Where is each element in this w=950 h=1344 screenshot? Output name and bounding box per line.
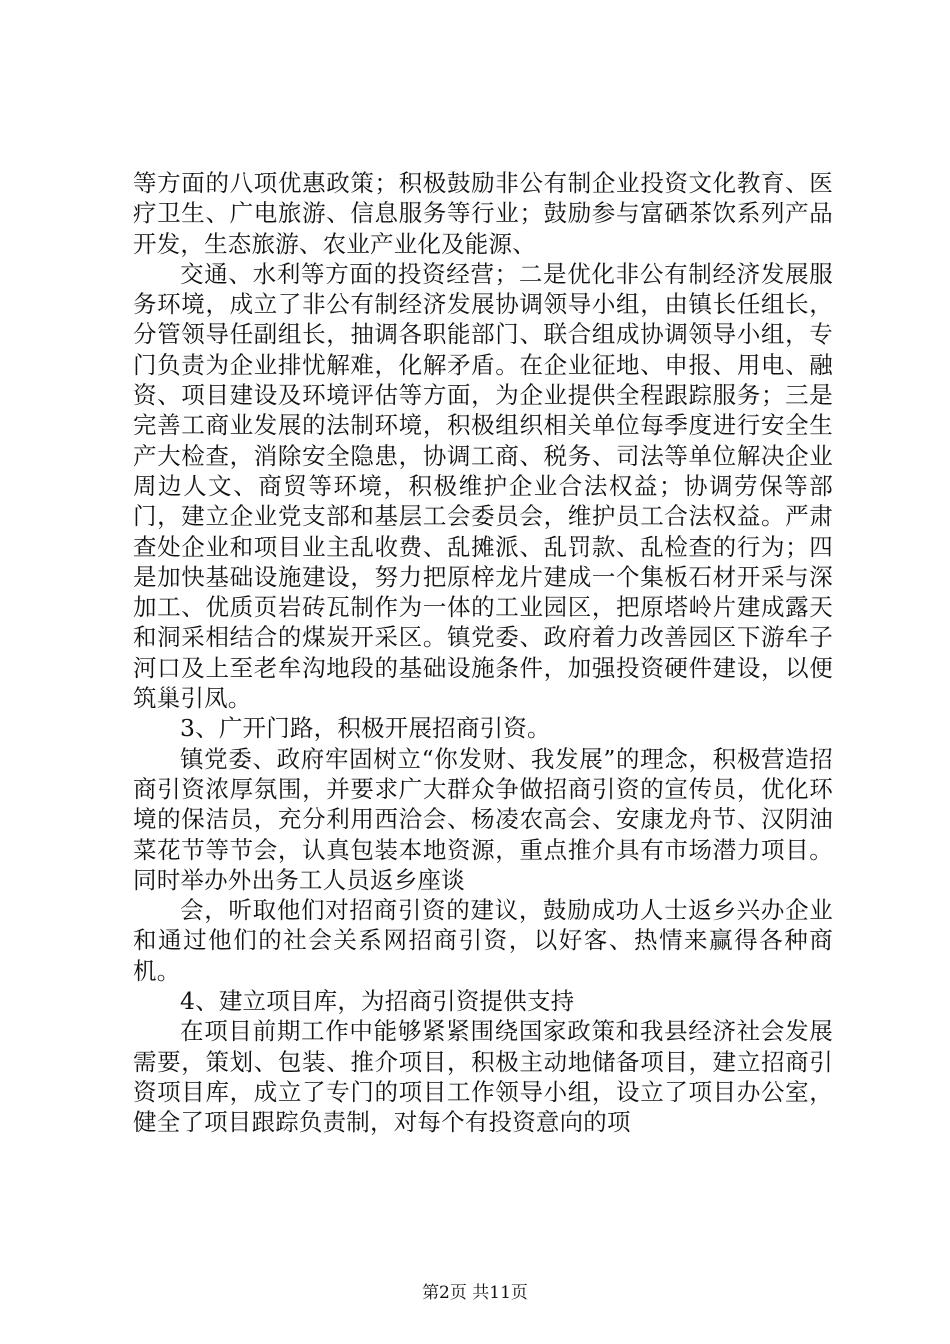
paragraph-4: 镇党委、政府牢固树立“你发财、我发展”的理念，积极营造招商引资浓厚氛围，并要求广大群众争做招商引资的宣传员，优化环境的保洁员，充分利用西洽会、杨凌农高会、安康龙舟节、汉阴油菜花节等节会，认真包装本地资源，重点推介具有市场潜力项目。同时举办外出务工人员返乡座谈	[133, 744, 833, 894]
paragraph-5: 会，听取他们对招商引资的建议，鼓励成功人士返乡兴办企业和通过他们的社会关系网招商引资，以好客、热情来赢得各种商机。	[133, 896, 833, 985]
paragraph-1: 等方面的八项优惠政策；积极鼓励非公有制企业投资文化教育、医疗卫生、广电旅游、信息服务等行业；鼓励参与富硒茶饮系列产品开发，生态旅游、农业产业化及能源、	[133, 169, 833, 258]
paragraph-2: 交通、水利等方面的投资经营；二是优化非公有制经济发展服务环境，成立了非公有制经济发展协调领导小组，由镇长任组长，分管领导任副组长，抽调各职能部门、联合组成协调领导小组，专门负责为企业排忧解难，化解矛盾。在企业征地、申报、用电、融资、项目建设及环境评估等方面，为企业提供全程跟踪服务；三是完善工商业发展的法制环境，积极组织相关单位每季度进行安全生产大检查，消除安全隐患，协调工商、税务、司法等单位解决企业周边人文、商贸等环境，积极维护企业合法权益；协调劳保等部门，建立企业党支部和基层工会委员会，维护员工合法权益。严肃查处企业和项目业主乱收费、乱摊派、乱罚款、乱检查的行为；四是加快基础设施建设，努力把原梓龙片建成一个集板石材开采与深加工、优质页岩砖瓦制作为一体的工业园区，把原塔岭片建成露天和洞采相结合的煤炭开采区。镇党委、政府着力改善园区下游牟子河口及上至老牟沟地段的基础设施条件，加强投资硬件建设，以便筑巢引凤。	[133, 259, 833, 713]
section-heading-3: 3、广开门路，积极开展招商引资。	[180, 714, 551, 743]
section-heading-4: 4、建立项目库，为招商引资提供支持	[180, 987, 575, 1016]
paragraph-7: 在项目前期工作中能够紧紧围绕国家政策和我县经济社会发展需要，策划、包装、推介项目，积极主动地储备项目，建立招商引资项目库，成立了专门的项目工作领导小组，设立了项目办公室，健全了项目跟踪负责制，对每个有投资意向的项	[133, 1017, 833, 1137]
page-footer: 第2页 共11页	[422, 1283, 528, 1303]
document-body	[133, 168, 833, 1138]
